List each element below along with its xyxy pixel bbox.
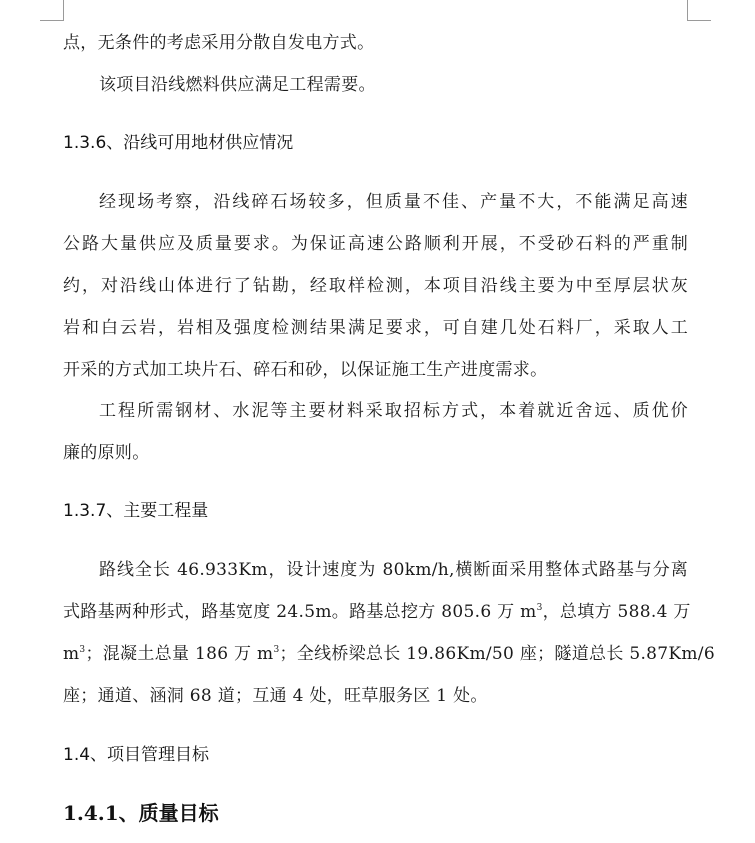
text-run: m — [63, 644, 80, 664]
crop-mark-left — [63, 0, 64, 20]
text-run: ；混凝土总量 186 万 m — [85, 644, 274, 664]
text-run: ；全线桥梁总长 19.86Km/50 座；隧道总长 5.87Km/6 — [279, 644, 715, 664]
text-run: 式路基两种形式，路基宽度 24.5m。路基总挖方 805.6 万 m — [63, 602, 537, 622]
paragraph-line: 开采的方式加工块片石、碎石和砂，以保证施工生产进度需求。 — [63, 360, 548, 380]
paragraph-line — [63, 642, 715, 666]
paragraph-line: 点，无条件的考虑采用分散自发电方式。 — [63, 33, 375, 53]
paragraph-line: 工程所需钢材、水泥等主要材料采取招标方式，本着就近舍远、质优价 — [99, 401, 688, 421]
superscript: 3 — [79, 645, 86, 655]
paragraph-line: 经现场考察，沿线碎石场较多，但质量不佳、产量不大，不能满足高速 — [99, 192, 688, 212]
paragraph-line: 廉的原则。 — [63, 443, 150, 463]
superscript: 3 — [273, 645, 280, 655]
paragraph-line: 座；通道、涵洞 68 道；互通 4 处，旺草服务区 1 处。 — [63, 686, 488, 706]
paragraph-line: 公路大量供应及质量要求。为保证高速公路顺利开展，不受砂石料的严重制 — [63, 234, 688, 254]
paragraph-line: 路线全长 46.933Km，设计速度为 80km/h,横断面采用整体式路基与分离 — [99, 560, 688, 580]
paragraph-line: 该项目沿线燃料供应满足工程需要。 — [99, 75, 376, 95]
section-heading-1-4: 1.4、项目管理目标 — [63, 745, 210, 765]
superscript: 3 — [536, 603, 543, 613]
crop-mark-right — [687, 0, 688, 20]
section-heading-1-3-6: 1.3.6、沿线可用地材供应情况 — [63, 133, 294, 153]
crop-mark-right-h — [687, 20, 711, 21]
section-heading-1-3-7: 1.3.7、主要工程量 — [63, 501, 209, 521]
paragraph-line: 岩和白云岩，岩相及强度检测结果满足要求，可自建几处石料厂，采取人工 — [63, 318, 688, 338]
section-heading-1-4-1: 1.4.1、质量目标 — [63, 801, 219, 825]
paragraph-line: 约，对沿线山体进行了钻勘，经取样检测，本项目沿线主要为中至厚层状灰 — [63, 276, 688, 296]
crop-mark-left-h — [40, 20, 64, 21]
paragraph-line — [63, 600, 691, 624]
text-run: ，总填方 588.4 万 — [542, 602, 691, 622]
